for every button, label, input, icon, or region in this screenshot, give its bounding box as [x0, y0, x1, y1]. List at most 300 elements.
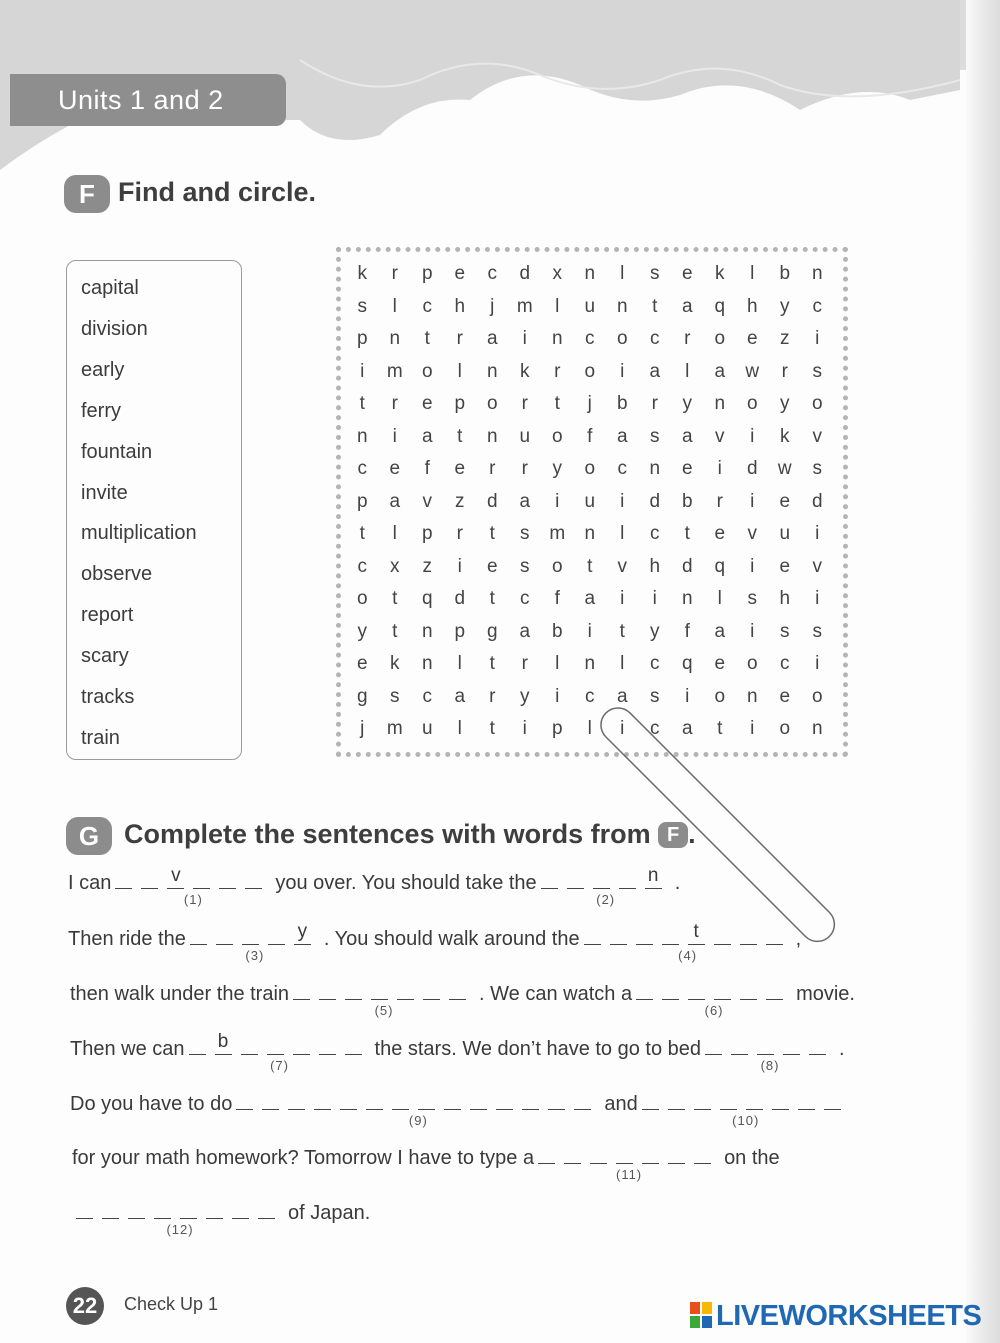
grid-letter[interactable]: e [714, 523, 726, 544]
grid-letter[interactable]: r [456, 328, 463, 349]
grid-letter[interactable]: i [392, 425, 397, 447]
grid-letter[interactable]: o [714, 328, 726, 349]
letter-slot[interactable] [548, 1091, 565, 1110]
answer-blank[interactable] [190, 921, 320, 963]
letter-slot[interactable]: b [215, 1036, 232, 1055]
grid-letter[interactable]: e [421, 393, 433, 414]
grid-letter[interactable]: h [779, 588, 791, 609]
grid-letter[interactable]: i [555, 490, 560, 512]
grid-letter[interactable]: y [520, 685, 530, 707]
letter-slot[interactable] [366, 1091, 383, 1110]
letter-slot[interactable] [180, 1200, 197, 1219]
answer-blank[interactable] [189, 1031, 371, 1073]
grid-letter[interactable]: e [714, 653, 726, 674]
grid-letter[interactable]: o [779, 718, 791, 739]
grid-letter[interactable]: k [780, 425, 790, 447]
letter-slot[interactable] [740, 926, 757, 945]
grid-letter[interactable]: n [649, 458, 661, 479]
letter-slot[interactable] [538, 1145, 555, 1164]
grid-letter[interactable]: c [520, 588, 530, 609]
letter-slot[interactable] [258, 1200, 275, 1219]
letter-slot[interactable] [584, 926, 601, 945]
grid-letter[interactable]: u [584, 490, 596, 512]
letter-slot[interactable] [268, 926, 285, 945]
grid-letter[interactable]: n [356, 425, 368, 447]
grid-letter[interactable]: l [457, 718, 462, 739]
grid-letter[interactable]: e [454, 263, 466, 284]
grid-letter[interactable]: n [584, 523, 596, 544]
grid-letter[interactable]: r [489, 685, 496, 707]
grid-letter[interactable]: x [552, 263, 562, 284]
grid-letter[interactable]: i [620, 588, 625, 609]
letter-slot[interactable] [662, 981, 679, 1000]
letter-slot[interactable] [115, 870, 132, 889]
grid-letter[interactable]: v [422, 490, 432, 512]
grid-letter[interactable]: g [486, 620, 498, 642]
grid-letter[interactable]: m [516, 295, 533, 317]
letter-slot[interactable] [783, 1036, 800, 1055]
letter-slot[interactable] [772, 1091, 789, 1110]
grid-letter[interactable]: c [422, 685, 432, 707]
letter-slot[interactable] [824, 1091, 841, 1110]
grid-letter[interactable]: u [421, 718, 433, 739]
grid-letter[interactable]: c [357, 458, 367, 479]
letter-slot[interactable] [809, 1036, 826, 1055]
letter-slot[interactable] [522, 1091, 539, 1110]
grid-letter[interactable]: a [616, 425, 628, 447]
grid-letter[interactable]: l [620, 523, 625, 544]
letter-slot[interactable] [564, 1145, 581, 1164]
letter-slot[interactable] [102, 1200, 119, 1219]
grid-letter[interactable]: c [585, 328, 595, 349]
grid-letter[interactable]: o [486, 393, 498, 414]
grid-letter[interactable]: i [620, 360, 625, 382]
grid-letter[interactable]: r [684, 328, 691, 349]
grid-letter[interactable]: s [747, 588, 757, 609]
grid-letter[interactable]: n [421, 620, 433, 642]
grid-letter[interactable]: i [685, 685, 690, 707]
letter-slot[interactable] [242, 926, 259, 945]
grid-letter[interactable]: f [587, 425, 593, 447]
grid-letter[interactable]: a [649, 360, 661, 382]
grid-letter[interactable]: k [390, 653, 400, 674]
grid-letter[interactable]: e [389, 458, 401, 479]
grid-letter[interactable]: l [392, 295, 397, 317]
letter-slot[interactable] [193, 870, 210, 889]
grid-letter[interactable]: t [457, 425, 463, 447]
grid-letter[interactable]: p [421, 523, 433, 544]
grid-letter[interactable]: s [812, 360, 822, 382]
grid-letter[interactable]: r [391, 263, 398, 284]
letter-slot[interactable] [766, 926, 783, 945]
letter-slot[interactable] [798, 1091, 815, 1110]
letter-slot[interactable] [423, 981, 440, 1000]
grid-letter[interactable]: a [681, 295, 693, 317]
grid-letter[interactable]: e [486, 555, 498, 577]
letter-slot[interactable] [397, 981, 414, 1000]
grid-letter[interactable]: i [750, 490, 755, 512]
letter-slot[interactable] [319, 1036, 336, 1055]
grid-letter[interactable]: g [356, 685, 368, 707]
grid-letter[interactable]: e [681, 458, 693, 479]
grid-letter[interactable]: q [681, 653, 693, 674]
grid-letter[interactable]: n [486, 360, 498, 382]
letter-slot[interactable] [345, 1036, 362, 1055]
letter-slot[interactable] [470, 1091, 487, 1110]
grid-letter[interactable]: a [421, 425, 433, 447]
grid-letter[interactable]: i [750, 425, 755, 447]
grid-letter[interactable]: o [551, 425, 563, 447]
grid-letter[interactable]: e [779, 490, 791, 512]
grid-letter[interactable]: t [359, 393, 365, 414]
grid-letter[interactable]: p [454, 620, 466, 642]
grid-letter[interactable]: i [522, 718, 527, 739]
letter-slot[interactable] [293, 1036, 310, 1055]
letter-slot[interactable] [610, 926, 627, 945]
letter-slot[interactable] [636, 926, 653, 945]
grid-letter[interactable]: p [551, 718, 563, 739]
grid-letter[interactable]: a [389, 490, 401, 512]
grid-letter[interactable]: h [746, 295, 758, 317]
grid-letter[interactable]: a [714, 360, 726, 382]
grid-letter[interactable]: i [360, 360, 365, 382]
grid-letter[interactable]: o [714, 685, 726, 707]
grid-letter[interactable]: a [584, 588, 596, 609]
grid-letter[interactable]: a [714, 620, 726, 642]
grid-letter[interactable]: l [555, 653, 560, 674]
letter-slot[interactable] [340, 1091, 357, 1110]
grid-letter[interactable]: l [620, 653, 625, 674]
grid-letter[interactable]: n [584, 653, 596, 674]
grid-letter[interactable]: c [422, 295, 432, 317]
letter-slot[interactable] [189, 1036, 206, 1055]
grid-letter[interactable]: l [457, 360, 462, 382]
grid-letter[interactable]: u [584, 295, 596, 317]
grid-letter[interactable]: u [519, 425, 531, 447]
grid-letter[interactable]: o [746, 653, 758, 674]
grid-letter[interactable]: t [392, 588, 398, 609]
grid-letter[interactable]: v [812, 555, 822, 577]
answer-blank[interactable] [76, 1200, 284, 1237]
grid-letter[interactable]: a [681, 425, 693, 447]
letter-slot[interactable] [714, 926, 731, 945]
grid-letter[interactable]: y [552, 458, 562, 479]
grid-letter[interactable]: q [714, 295, 726, 317]
grid-letter[interactable]: n [681, 588, 693, 609]
grid-letter[interactable]: a [519, 620, 531, 642]
grid-letter[interactable]: e [356, 653, 368, 674]
grid-letter[interactable]: t [587, 555, 593, 577]
grid-letter[interactable]: v [812, 425, 822, 447]
grid-letter[interactable]: r [456, 523, 463, 544]
grid-letter[interactable]: q [714, 555, 726, 577]
grid-letter[interactable]: r [489, 458, 496, 479]
letter-slot[interactable] [216, 926, 233, 945]
grid-letter[interactable]: r [781, 360, 788, 382]
grid-letter[interactable]: n [811, 263, 823, 284]
grid-letter[interactable]: i [652, 588, 657, 609]
letter-slot[interactable]: y [294, 926, 311, 945]
grid-letter[interactable]: o [616, 328, 628, 349]
grid-letter[interactable]: e [681, 263, 693, 284]
grid-letter[interactable]: n [584, 263, 596, 284]
grid-letter[interactable]: l [587, 718, 592, 739]
grid-letter[interactable]: a [616, 685, 628, 707]
grid-letter[interactable]: n [616, 295, 628, 317]
grid-letter[interactable]: k [715, 263, 725, 284]
grid-letter[interactable]: t [717, 718, 723, 739]
grid-letter[interactable]: e [454, 458, 466, 479]
letter-slot[interactable] [418, 1091, 435, 1110]
letter-slot[interactable] [444, 1091, 461, 1110]
grid-letter[interactable]: c [780, 653, 790, 674]
grid-letter[interactable]: n [811, 718, 823, 739]
grid-letter[interactable]: b [616, 393, 628, 414]
letter-slot[interactable] [236, 1091, 253, 1110]
grid-letter[interactable]: r [554, 360, 561, 382]
grid-letter[interactable]: s [357, 295, 367, 317]
letter-slot[interactable] [314, 1091, 331, 1110]
grid-letter[interactable]: j [490, 295, 495, 317]
grid-letter[interactable]: h [454, 295, 466, 317]
grid-letter[interactable]: f [424, 458, 430, 479]
grid-letter[interactable]: s [650, 685, 660, 707]
letter-slot[interactable] [245, 870, 262, 889]
grid-letter[interactable]: n [421, 653, 433, 674]
letter-slot[interactable] [619, 870, 636, 889]
grid-letter[interactable]: s [812, 458, 822, 479]
letter-slot[interactable]: v [167, 870, 184, 889]
letter-slot[interactable] [590, 1145, 607, 1164]
grid-letter[interactable]: t [554, 393, 560, 414]
grid-letter[interactable]: d [519, 263, 531, 284]
grid-letter[interactable]: j [360, 718, 365, 739]
letter-slot[interactable] [688, 981, 705, 1000]
grid-letter[interactable]: d [681, 555, 693, 577]
grid-letter[interactable]: r [521, 653, 528, 674]
letter-slot[interactable] [345, 981, 362, 1000]
grid-letter[interactable]: j [587, 393, 592, 414]
grid-letter[interactable]: t [359, 523, 365, 544]
grid-letter[interactable]: t [489, 653, 495, 674]
grid-letter[interactable]: n [486, 425, 498, 447]
letter-slot[interactable] [705, 1036, 722, 1055]
grid-letter[interactable]: f [554, 588, 560, 609]
grid-letter[interactable]: x [390, 555, 400, 577]
answer-blank[interactable] [293, 981, 475, 1018]
grid-letter[interactable]: d [454, 588, 466, 609]
letter-slot[interactable] [232, 1200, 249, 1219]
letter-slot[interactable] [668, 1145, 685, 1164]
grid-letter[interactable]: p [454, 393, 466, 414]
grid-letter[interactable]: b [551, 620, 563, 642]
grid-letter[interactable]: o [421, 360, 433, 382]
grid-letter[interactable]: l [750, 263, 755, 284]
grid-letter[interactable]: u [779, 523, 791, 544]
grid-letter[interactable]: z [422, 555, 432, 577]
grid-letter[interactable]: a [454, 685, 466, 707]
letter-slot[interactable] [288, 1091, 305, 1110]
letter-slot[interactable] [319, 981, 336, 1000]
grid-letter[interactable]: i [717, 458, 722, 479]
grid-letter[interactable]: e [779, 685, 791, 707]
grid-letter[interactable]: a [486, 328, 498, 349]
grid-letter[interactable]: l [685, 360, 690, 382]
grid-letter[interactable]: c [650, 523, 660, 544]
grid-letter[interactable]: t [619, 620, 625, 642]
grid-letter[interactable]: t [392, 620, 398, 642]
letter-slot[interactable] [746, 1091, 763, 1110]
grid-letter[interactable]: c [617, 458, 627, 479]
letter-slot[interactable] [128, 1200, 145, 1219]
letter-slot[interactable] [593, 870, 610, 889]
answer-blank[interactable] [636, 981, 792, 1018]
letter-slot[interactable] [714, 981, 731, 1000]
letter-slot[interactable] [720, 1091, 737, 1110]
grid-letter[interactable]: n [389, 328, 401, 349]
answer-blank[interactable] [236, 1091, 600, 1128]
grid-letter[interactable]: l [620, 263, 625, 284]
grid-letter[interactable]: r [716, 490, 723, 512]
answer-blank[interactable] [538, 1145, 720, 1182]
letter-slot[interactable] [567, 870, 584, 889]
grid-letter[interactable]: o [746, 393, 758, 414]
grid-letter[interactable]: q [421, 588, 433, 609]
grid-letter[interactable]: i [620, 490, 625, 512]
letter-slot[interactable] [219, 870, 236, 889]
grid-letter[interactable]: h [649, 555, 661, 577]
letter-slot[interactable] [668, 1091, 685, 1110]
answer-blank[interactable] [541, 865, 671, 907]
grid-letter[interactable]: i [815, 588, 820, 609]
grid-letter[interactable]: l [392, 523, 397, 544]
grid-letter[interactable]: y [357, 620, 367, 642]
grid-letter[interactable]: r [391, 393, 398, 414]
grid-letter[interactable]: i [750, 555, 755, 577]
grid-letter[interactable]: o [584, 458, 596, 479]
grid-letter[interactable]: m [386, 718, 403, 739]
grid-letter[interactable]: o [356, 588, 368, 609]
grid-letter[interactable]: o [811, 393, 823, 414]
letter-slot[interactable] [190, 926, 207, 945]
letter-slot[interactable] [694, 1091, 711, 1110]
grid-letter[interactable]: w [777, 458, 792, 479]
grid-letter[interactable]: t [424, 328, 430, 349]
letter-slot[interactable] [154, 1200, 171, 1219]
grid-letter[interactable]: y [780, 393, 790, 414]
answer-blank[interactable] [115, 865, 271, 907]
grid-letter[interactable]: i [815, 653, 820, 674]
grid-letter[interactable]: i [522, 328, 527, 349]
letter-slot[interactable] [694, 1145, 711, 1164]
grid-letter[interactable]: s [780, 620, 790, 642]
grid-letter[interactable]: m [549, 523, 566, 544]
grid-letter[interactable]: c [650, 653, 660, 674]
letter-slot[interactable] [141, 870, 158, 889]
letter-slot[interactable] [262, 1091, 279, 1110]
letter-slot[interactable] [541, 870, 558, 889]
grid-letter[interactable]: n [551, 328, 563, 349]
grid-letter[interactable]: k [520, 360, 530, 382]
grid-letter[interactable]: i [750, 718, 755, 739]
grid-letter[interactable]: z [455, 490, 465, 512]
grid-letter[interactable]: k [357, 263, 367, 284]
grid-letter[interactable]: y [780, 295, 790, 317]
grid-letter[interactable]: s [650, 425, 660, 447]
grid-letter[interactable]: y [682, 393, 692, 414]
grid-letter[interactable]: s [390, 685, 400, 707]
letter-slot[interactable] [293, 981, 310, 1000]
grid-letter[interactable]: e [746, 328, 758, 349]
grid-letter[interactable]: s [812, 620, 822, 642]
grid-letter[interactable]: d [486, 490, 498, 512]
letter-slot[interactable] [642, 1091, 659, 1110]
grid-letter[interactable]: z [780, 328, 790, 349]
grid-letter[interactable]: o [811, 685, 823, 707]
letter-slot[interactable] [449, 981, 466, 1000]
grid-letter[interactable]: i [620, 718, 625, 739]
grid-letter[interactable]: w [745, 360, 760, 382]
grid-letter[interactable]: f [684, 620, 690, 642]
grid-letter[interactable]: c [650, 328, 660, 349]
grid-letter[interactable]: e [779, 555, 791, 577]
letter-slot[interactable] [757, 1036, 774, 1055]
grid-letter[interactable]: c [585, 685, 595, 707]
grid-letter[interactable]: c [357, 555, 367, 577]
letter-slot[interactable] [206, 1200, 223, 1219]
grid-letter[interactable]: l [457, 653, 462, 674]
letter-slot[interactable] [662, 926, 679, 945]
grid-letter[interactable]: t [489, 588, 495, 609]
grid-letter[interactable]: a [519, 490, 531, 512]
letter-slot[interactable] [731, 1036, 748, 1055]
grid-letter[interactable]: b [779, 263, 791, 284]
grid-letter[interactable]: r [521, 458, 528, 479]
letter-slot[interactable]: n [645, 870, 662, 889]
grid-letter[interactable]: n [714, 393, 726, 414]
letter-slot[interactable] [642, 1145, 659, 1164]
grid-letter[interactable]: n [746, 685, 758, 707]
grid-letter[interactable]: y [650, 620, 660, 642]
grid-letter[interactable]: b [681, 490, 693, 512]
letter-slot[interactable] [371, 981, 388, 1000]
letter-slot[interactable] [574, 1091, 591, 1110]
grid-letter[interactable]: o [551, 555, 563, 577]
grid-letter[interactable]: d [746, 458, 758, 479]
grid-letter[interactable]: t [489, 523, 495, 544]
grid-letter[interactable]: s [650, 263, 660, 284]
letter-slot[interactable] [740, 981, 757, 1000]
grid-letter[interactable]: m [386, 360, 403, 382]
grid-letter[interactable]: i [815, 523, 820, 544]
grid-letter[interactable]: i [555, 685, 560, 707]
grid-letter[interactable]: l [555, 295, 560, 317]
letter-slot[interactable] [496, 1091, 513, 1110]
grid-letter[interactable]: c [812, 295, 822, 317]
grid-letter[interactable]: a [681, 718, 693, 739]
grid-letter[interactable]: v [747, 523, 757, 544]
letter-slot[interactable] [267, 1036, 284, 1055]
grid-letter[interactable]: p [356, 328, 368, 349]
answer-blank[interactable] [642, 1091, 850, 1128]
grid-letter[interactable]: t [489, 718, 495, 739]
grid-letter[interactable]: s [520, 555, 530, 577]
letter-slot[interactable] [636, 981, 653, 1000]
letter-slot[interactable]: t [688, 926, 705, 945]
grid-letter[interactable]: r [521, 393, 528, 414]
grid-letter[interactable]: c [487, 263, 497, 284]
grid-letter[interactable]: c [650, 718, 660, 739]
